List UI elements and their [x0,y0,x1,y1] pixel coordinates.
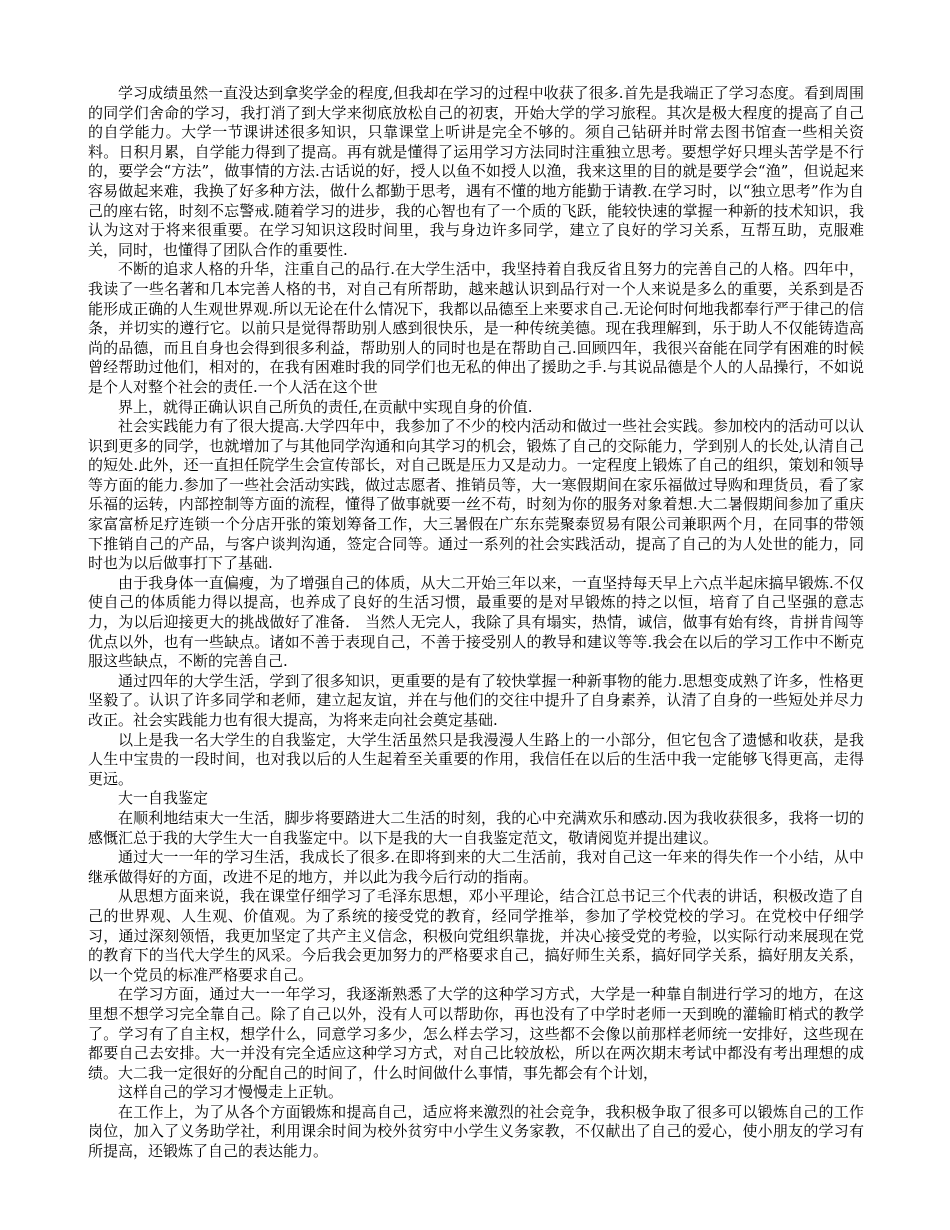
paragraph: 在工作上，为了从各个方面锻炼和提高自己，适应将来激烈的社会竞争，我积极争取了很多可以锻炼自己的工作岗位，加入了义务助学社，利用课余时间为校外贫穷中小学生义务家教，不仅献出了自己的爱心，使小朋友的学习有所提高，还锻炼了自己的表达能力。 [88,1102,864,1161]
paragraph: 从思想方面来说，我在课堂仔细学习了毛泽东思想，邓小平理论，结合江总书记三个代表的讲话，积极改造了自己的世界观、人生观、价值观。为了系统的接受党的教育，经同学推举，参加了学校党校的学习。在党校中仔细学习，通过深刻领悟，我更加坚定了共产主义信念，积极向党组织靠拢，并决心接受党的考验，以实际行动来展现在党的教育下的当代大学生的风采。今后我会更加努力的严格要求自己，搞好师生关系，搞好同学关系，搞好朋友关系，以一个党员的标准严格要求自己。 [88,887,864,984]
paragraph: 学习成绩虽然一直没达到拿奖学金的程度,但我却在学习的过程中收获了很多.首先是我端正了学习态度。看到周围的同学们舍命的学习，我打消了到大学来彻底放松自己的初衷，开始大学的学习旅程。其次是极大程度的提高了自己的自学能力。大学一节课讲述很多知识，只靠课堂上听讲是完全不够的。须自己钻研并时常去图书馆查一些相关资料。日积月累，自学能力得到了提高。再有就是懂得了运用学习方法同时注重独立思考。要想学好只埋头苦学是不行的，要学会“方法”，做事情的方法.古话说的好，授人以鱼不如授人以渔，我来这里的目的就是要学会“渔”，但说起来容易做起来难，我换了好多种方法，做什么都勤于思考，遇有不懂的地方能勤于请教.在学习时，以“独立思考”作为自己的座右铭，时刻不忘警戒.随着学习的进步，我的心智也有了一个质的飞跃，能较快速的掌握一种新的技术知识，我认为这对于将来很重要。在学习知识这段时间里，我与身边许多同学，建立了良好的学习关系，互帮互助，克服难关，同时，也懂得了团队合作的重要性. [88,84,864,259]
paragraph: 社会实践能力有了很大提高.大学四年中，我参加了不少的校内活动和做过一些社会实践。参加校内的活动可以认识到更多的同学，也就增加了与其他同学沟通和向其学习的机会，锻炼了自己的交际能力，学到别人的长处,认清自己的短处.此外，还一直担任院学生会宣传部长，对自己既是压力又是动力。一定程度上锻炼了自己的组织，策划和领导等方面的能力.参加了一些社会活动实践，做过志愿者、推销员等，大一寒假期间在家乐福做过导购和理货员，看了家乐福的运转，内部控制等方面的流程，懂得了做事就要一丝不苟，时刻为你的服务对象着想.大二暑假期间参加了重庆家富富桥足疗连锁一个分店开张的策划筹备工作，大三暑假在广东东莞聚泰贸易有限公司兼职两个月，在同事的带领下推销自己的产品，与客户谈判沟通，签定合同等。通过一系列的社会实践活动，提高了自己的为人处世的能力，同时也为以后做事打下了基础. [88,417,864,573]
paragraph: 通过四年的大学生活，学到了很多知识，更重要的是有了较快掌握一种新事物的能力.思想变成熟了许多，性格更坚毅了。认识了许多同学和老师，建立起友谊，并在与他们的交往中提升了自身素养，认清了自身的一些短处并尽力改正。社会实践能力也有很大提高，为将来走向社会奠定基础. [88,671,864,729]
section-heading: 大一自我鉴定 [118,789,209,808]
paragraph: 以上是我一名大学生的自我鉴定，大学生活虽然只是我漫漫人生路上的一小部分，但它包含了遗憾和收获，是我人生中宝贵的一段时间，也对我以后的人生起着至关重要的作用，我信任在以后的生活中我一定能够飞得更高，走得更远。 [88,730,864,788]
paragraph: 不断的追求人格的升华，注重自己的品行.在大学生活中，我坚持着自我反省且努力的完善自己的人格。四年中，我读了一些名著和几本完善人格的书，对自己有所帮助，越来越认识到品行对一个人来说是多么的重要，关系到是否能形成正确的人生观世界观.所以无论在什么情况下，我都以品德至上来要求自己.无论何时何地我都奉行严于律己的信条，并切实的遵行它。以前只是觉得帮助别人感到很快乐，是一种传统美德。现在我理解到，乐于助人不仅能铸造高尚的品德，而且自身也会得到很多利益，帮助别人的同时也是在帮助自己.回顾四年，我很兴奋能在同学有困难的时候曾经帮助过他们，相对的，在我有困难时我的同学们也无私的伸出了援助之手.与其说品德是个人的人品操行，不如说是个人对整个社会的责任.一个人活在这个世 [88,260,864,396]
paragraph: 由于我身体一直偏瘦，为了增强自己的体质，从大二开始三年以来，一直坚持每天早上六点半起床搞早锻炼.不仅使自己的体质能力得以提高，也养成了良好的生活习惯，最重要的是对早锻炼的持之以恒，培育了自己坚强的意志力，为以后迎接更大的挑战做好了准备． 当然人无完人，我除了具有塌实，热情，诚信，做事有始有终，肯拼肯闯等优点以外，也有一些缺点。诸如不善于表现自己，不善于接受别人的教导和建议等等.我会在以后的学习工作中不断克服这些缺点，不断的完善自己. [88,573,864,671]
document-body [88,84,864,1162]
paragraph: 在顺利地结束大一生活，脚步将要踏进大二生活的时刻，我的心中充满欢乐和感动.因为我收获很多，我将一切的感慨汇总于我的大学生大一自我鉴定中。以下是我的大一自我鉴定范文，敬请阅览并提出建议。 [88,808,864,847]
paragraph: 界上，就得正确认识自己所负的责任,在贡献中实现自身的价值. [118,397,533,416]
paragraph: 在学习方面，通过大一一年学习，我逐渐熟悉了大学的这种学习方式，大学是一种靠自制进行学习的地方，在这里想不想学习完全靠自己。除了自己以外，没有人可以帮助你，再也没有了中学时老师一天到晚的灌输盯梢式的教学了。学习有了自主权，想学什么，同意学习多少，怎么样去学习，这些都不会像以前那样老师统一安排好，这些现在都要自己去安排。大一并没有完全适应这种学习方式，对自己比较放松，所以在两次期末考试中都没有考出理想的成绩。大二我一定很好的分配自己的时间了，什么时间做什么事情，事先都会有个计划， [88,985,864,1082]
paragraph: 通过大一一年的学习生活，我成长了很多.在即将到来的大二生活前，我对自己这一年来的得失作一个小结，从中继承做得好的方面，改进不足的地方，并以此为我今后行动的指南。 [88,848,864,886]
paragraph: 这样自己的学习才慢慢走上正轨。 [118,1083,344,1102]
